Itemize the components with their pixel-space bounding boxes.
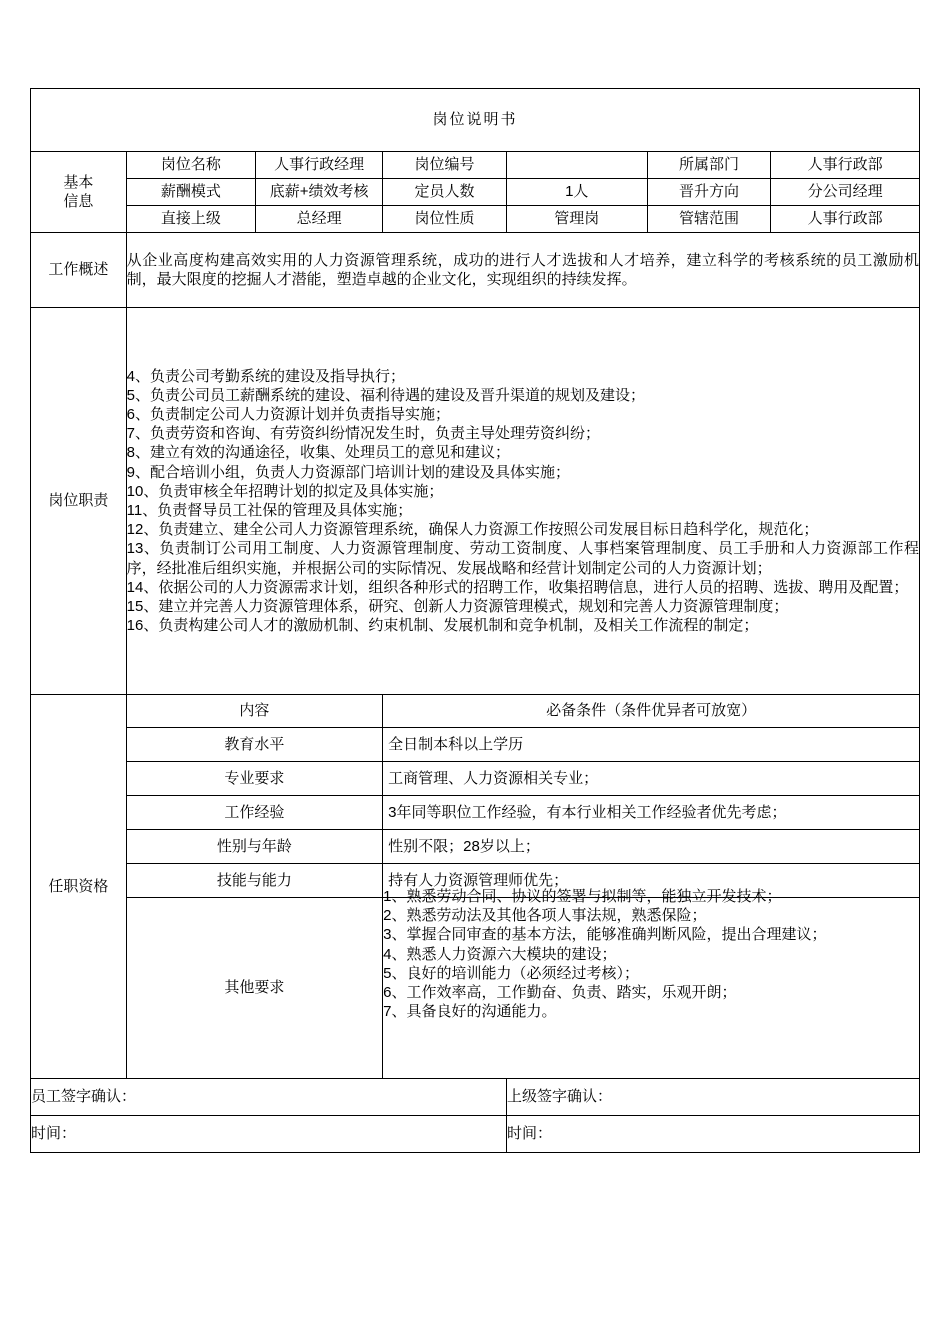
- duties-row: [31, 308, 920, 695]
- qualification-name-major: 专业要求: [126, 762, 383, 796]
- field-value-position-type: 管理岗: [506, 206, 647, 233]
- field-value-scope: 人事行政部: [771, 206, 920, 233]
- work-overview-row: [31, 233, 920, 308]
- list-item: 7、负责劳资和咨询、有劳资纠纷情况发生时，负责主导处理劳资纠纷；: [126, 425, 600, 443]
- list-item: 12、负责建立、建全公司人力资源管理系统，确保人力资源工作按照公司发展目标日趋科学化，规范化；: [126, 521, 819, 539]
- field-key-position-code: 岗位编号: [383, 152, 507, 179]
- field-key-position-type: 岗位性质: [383, 206, 507, 233]
- qualifications-header-row: [31, 695, 920, 728]
- qualifications-label: 任职资格: [31, 695, 127, 1079]
- qualification-value-other: [383, 888, 920, 1079]
- work-overview-label: 工作概述: [31, 233, 127, 308]
- list-item: 5、良好的培训能力（必须经过考核）；: [383, 964, 640, 982]
- field-key-direct-superior: 直接上级: [126, 206, 255, 233]
- qualification-name-gender-age: 性别与年龄: [126, 830, 383, 864]
- field-value-promotion: 分公司经理: [771, 179, 920, 206]
- list-item: 13、负责制订公司用工制度、人力资源管理制度、劳动工资制度、人事档案管理制度、员工手册和人力资源部工作程序，经批准后组织实施，并根据公司的实际情况、发展战略和经营计划制定公司的人力资源计划；: [126, 540, 919, 577]
- work-overview-text: 从企业高度构建高效实用的人力资源管理系统，成功的进行人才选拔和人才培养，建立科学的考核系统的员工激励机制，最大限度的挖掘人才潜能，塑造卓越的企业文化，实现组织的持续发挥。: [126, 233, 919, 308]
- field-key-scope: 管辖范围: [647, 206, 771, 233]
- field-value-position-name: 人事行政经理: [256, 152, 383, 179]
- page-title: 岗位说明书: [31, 89, 920, 152]
- list-item: 14、依据公司的人力资源需求计划，组织各种形式的招聘工作，收集招聘信息，进行人员的招聘、选拔、聘用及配置；: [126, 578, 909, 596]
- list-item: 4、负责公司考勤系统的建设及指导执行；: [126, 367, 405, 385]
- qualification-value-skills: 持有人力资源管理师优先；: [383, 864, 920, 898]
- list-item: 8、建立有效的沟通途径，收集、处理员工的意见和建议；: [126, 444, 510, 462]
- duties-list: [126, 308, 919, 695]
- field-key-salary-model: 薪酬模式: [126, 179, 255, 206]
- list-item: 7、具备良好的沟通能力。: [383, 1003, 557, 1021]
- basic-info-label-line1: 基本: [63, 173, 94, 191]
- qualification-name-experience: 工作经验: [126, 796, 383, 830]
- list-item: 9、配合培训小组，负责人力资源部门培训计划的建设及具体实施；: [126, 463, 570, 481]
- list-item: 16、负责构建公司人才的激励机制、约束机制、发展机制和竞争机制，及相关工作流程的制定；: [126, 617, 759, 635]
- field-key-promotion: 晋升方向: [647, 179, 771, 206]
- list-item: 5、负责公司员工薪酬系统的建设、福利待遇的建设及晋升渠道的规划及建设；: [126, 386, 645, 404]
- list-item: 10、负责审核全年招聘计划的拟定及具体实施；: [126, 482, 444, 500]
- list-item: 4、熟悉人力资源六大模块的建设；: [383, 945, 617, 963]
- table-row: [31, 796, 920, 830]
- list-item: 1、熟悉劳动合同、协议的签署与拟制等，能独立开发技术；: [383, 888, 782, 905]
- qualification-name-skills: 技能与能力: [126, 864, 383, 898]
- basic-info-label: [31, 152, 127, 233]
- list-item: 2、熟悉劳动法及其他各项人事法规，熟悉保险；: [383, 907, 707, 925]
- qualification-name-other: 其他要求: [126, 898, 383, 1079]
- qualification-value-education: 全日制本科以上学历: [383, 728, 920, 762]
- qualification-name-education: 教育水平: [126, 728, 383, 762]
- qualification-col-header-name: 内容: [126, 695, 383, 728]
- table-row: [31, 728, 920, 762]
- list-item: 6、工作效率高，工作勤奋、负责、踏实，乐观开朗；: [383, 983, 737, 1001]
- other-requirements-list: [383, 887, 919, 1021]
- list-item: 3、掌握合同审查的基本方法，能够准确判断风险，提出合理建议；: [383, 926, 827, 944]
- employee-signature-label[interactable]: 员工签字确认：: [31, 1079, 507, 1116]
- duties-label: 岗位职责: [31, 308, 127, 695]
- other-requirements-row: [31, 898, 920, 1079]
- other-requirements-clip: [383, 888, 919, 1078]
- basic-info-label-line2: 信息: [63, 193, 94, 210]
- field-value-position-code: [506, 152, 647, 179]
- table-row: [31, 206, 920, 233]
- list-item: 15、建立并完善人力资源管理体系，研究、创新人力资源管理模式，规划和完善人力资源管理制度；: [126, 597, 789, 615]
- signature-time-row: [31, 1116, 920, 1153]
- manager-signature-label[interactable]: 上级签字确认：: [506, 1079, 919, 1116]
- signature-row: [31, 1079, 920, 1116]
- title-row: [31, 89, 920, 152]
- list-item: 6、负责制定公司人力资源计划并负责指导实施；: [126, 406, 450, 424]
- table-row: [31, 762, 920, 796]
- field-value-department: 人事行政部: [771, 152, 920, 179]
- table-row: [31, 179, 920, 206]
- table-row: [31, 152, 920, 179]
- qualification-col-header-value: 必备条件（条件优异者可放宽）: [383, 695, 920, 728]
- field-key-headcount: 定员人数: [383, 179, 507, 206]
- field-value-direct-superior: 总经理: [256, 206, 383, 233]
- qualification-value-major: 工商管理、人力资源相关专业；: [383, 762, 920, 796]
- list-item: 11、负责督导员工社保的管理及具体实施；: [126, 502, 413, 519]
- field-key-department: 所属部门: [647, 152, 771, 179]
- job-description-table: [30, 88, 920, 1153]
- field-value-headcount: 1人: [506, 179, 647, 206]
- qualification-value-experience: 3年同等职位工作经验，有本行业相关工作经验者优先考虑；: [383, 796, 920, 830]
- field-value-salary-model: 底薪+绩效考核: [256, 179, 383, 206]
- qualification-value-gender-age: 性别不限；28岁以上；: [383, 830, 920, 864]
- employee-signature-time[interactable]: 时间：: [31, 1116, 507, 1153]
- field-key-position-name: 岗位名称: [126, 152, 255, 179]
- manager-signature-time[interactable]: 时间：: [506, 1116, 919, 1153]
- table-row: [31, 830, 920, 864]
